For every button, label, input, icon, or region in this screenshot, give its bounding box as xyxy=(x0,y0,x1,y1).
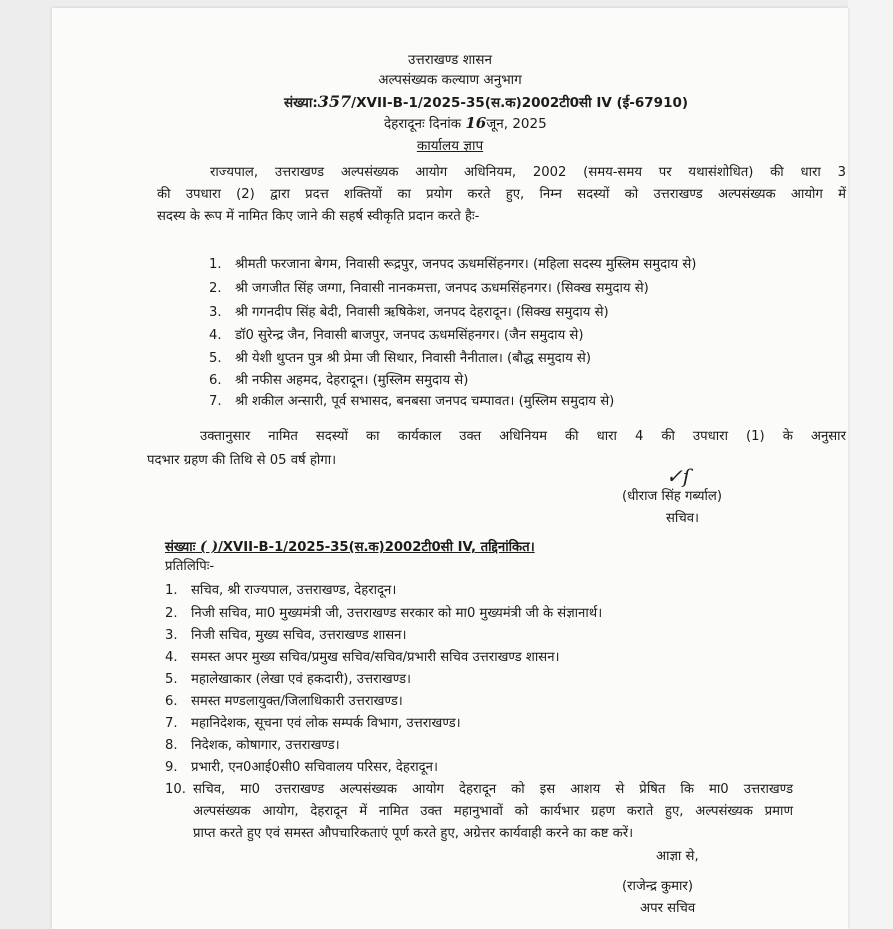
copy-ref-suffix: /XVII-B-1/2025-35(स.क)2002टी0सी IV, तद्दिनांकित। xyxy=(218,540,535,555)
member-text: श्री शकील अन्सारी, पूर्व सभासद, बनबसा जनपद चम्पावत। (मुस्लिम समुदाय से) xyxy=(235,394,615,409)
copy-number: 3. xyxy=(165,628,178,643)
copy-number: 7. xyxy=(165,716,178,731)
member-item xyxy=(209,302,609,324)
member-number: 5. xyxy=(209,351,222,366)
member-number: 4. xyxy=(209,328,222,343)
signature-mark: ✓ſ xyxy=(666,464,691,488)
member-text: श्री जगजीत सिंह जग्गा, निवासी नानकमत्ता, जनपद ऊधमसिंहनगर। (सिक्ख समुदाय से) xyxy=(235,281,649,296)
ref-prefix: संख्या: xyxy=(284,95,318,111)
copy-number: 8. xyxy=(165,738,178,753)
member-number: 2. xyxy=(209,281,222,296)
copy-number: 9. xyxy=(165,760,178,775)
member-number: 7. xyxy=(209,394,222,409)
background-strip xyxy=(848,0,893,929)
signatory1-designation: सचिव। xyxy=(666,511,700,526)
copy-item-10-line1: सचिव, मा0 उत्तराखण्ड अल्पसंख्यक आयोग देहरादून को इस आशय से प्रेषित कि मा0 उत्तराखण्ड xyxy=(193,782,793,797)
date-prefix: देहरादूनः दिनांक xyxy=(384,116,462,132)
member-item xyxy=(209,370,468,392)
member-number: 1. xyxy=(209,257,222,272)
para1-line2: की उपधारा (2) द्वारा प्रदत्त शक्तियों का प्रयोग करते हुए, निम्न सदस्यों को उत्तराखण्ड अल्पसंख्यक आयोग में xyxy=(157,187,846,202)
date-line xyxy=(384,114,547,132)
copy-text: निदेशक, कोषागार, उत्तराखण्ड। xyxy=(191,738,340,753)
copy-ref-blank: ( ) xyxy=(199,539,219,555)
copy-text: प्रभारी, एन0आई0सी0 सचिवालय परिसर, देहरादून। xyxy=(191,760,438,775)
copy-item xyxy=(165,669,411,691)
copy-number: 5. xyxy=(165,672,178,687)
copy-ref-prefix: संख्याः xyxy=(165,540,196,555)
ref-suffix: /XVII-B-1/2025-35(स.क)2002टी0सी IV (ई-67910) xyxy=(351,95,689,111)
memo-title: कार्यालय ज्ञाप xyxy=(416,138,484,154)
reference-number xyxy=(284,92,688,111)
date-suffix: जून, 2025 xyxy=(486,116,547,132)
member-text: श्री येशी थुप्तन पुत्र श्री प्रेमा जी सिथार, निवासी नैनीताल। (बौद्ध समुदाय से) xyxy=(235,351,591,366)
copy-number: 1. xyxy=(165,583,178,598)
member-item xyxy=(209,348,591,370)
copy-item xyxy=(165,603,602,625)
copy-text: निजी सचिव, मा0 मुख्यमंत्री जी, उत्तराखण्ड सरकार को मा0 मुख्यमंत्री जी के संज्ञानार्थ। xyxy=(191,606,603,621)
signatory2-designation: अपर सचिव xyxy=(640,901,696,916)
copy-item-10-number: 10. xyxy=(165,782,186,797)
copy-text: सचिव, श्री राज्यपाल, उत्तराखण्ड, देहरादून। xyxy=(191,583,397,598)
by-order: आज्ञा से, xyxy=(656,849,699,864)
ref-handwritten: 357 xyxy=(317,92,352,111)
copy-label: प्रतिलिपिः- xyxy=(165,559,215,574)
copy-text: महानिदेशक, सूचना एवं लोक सम्पर्क विभाग, उत्तराखण्ड। xyxy=(191,716,461,731)
member-text: श्री नफीस अहमद, देहरादून। (मुस्लिम समुदाय से) xyxy=(235,373,469,388)
para2-line2: पदभार ग्रहण की तिथि से 05 वर्ष होगा। xyxy=(147,453,337,468)
member-text: श्रीमती फरजाना बेगम, निवासी रूद्रपुर, जनपद ऊधमसिंहनगर। (महिला सदस्य मुस्लिम समुदाय से) xyxy=(235,257,697,272)
member-number: 3. xyxy=(209,305,222,320)
copy-reference xyxy=(165,536,535,559)
govt-name: उत्तराखण्ड शासन xyxy=(407,52,492,68)
member-item xyxy=(209,325,583,347)
copy-item xyxy=(165,757,438,779)
para1-line1: राज्यपाल, उत्तराखण्ड अल्पसंख्यक आयोग अधिनियम, 2002 (समय-समय पर यथासंशोधित) की धारा 3 xyxy=(210,165,846,180)
member-number: 6. xyxy=(209,373,222,388)
copy-item xyxy=(165,691,403,713)
copy-text: महालेखाकार (लेखा एवं हकदारी), उत्तराखण्ड। xyxy=(191,672,412,687)
member-item xyxy=(209,391,614,413)
copy-item xyxy=(165,647,560,669)
member-text: डॉ0 सुरेन्द्र जैन, निवासी बाजपुर, जनपद ऊधमसिंहनगर। (जैन समुदाय से) xyxy=(235,328,584,343)
copy-number: 6. xyxy=(165,694,178,709)
member-item xyxy=(209,278,649,300)
copy-text: समस्त अपर मुख्य सचिव/प्रमुख सचिव/सचिव/प्रभारी सचिव उत्तराखण्ड शासन। xyxy=(191,650,560,665)
signatory2-name: (राजेन्द्र कुमार) xyxy=(622,879,693,894)
copy-text: निजी सचिव, मुख्य सचिव, उत्तराखण्ड शासन। xyxy=(191,628,407,643)
para1-line3: सदस्य के रूप में नामित किए जाने की सहर्ष स्वीकृति प्रदान करते हैः- xyxy=(157,209,480,224)
copy-item xyxy=(165,625,406,647)
copy-number: 4. xyxy=(165,650,178,665)
copy-item xyxy=(165,580,396,602)
date-handwritten: 16 xyxy=(465,114,487,132)
document-page xyxy=(52,8,848,929)
copy-item xyxy=(165,735,340,757)
member-item xyxy=(209,254,696,276)
section-name: अल्पसंख्यक कल्याण अनुभाग xyxy=(378,72,522,88)
copy-text: समस्त मण्डलायुक्त/जिलाधिकारी उत्तराखण्ड। xyxy=(191,694,403,709)
copy-number: 2. xyxy=(165,606,178,621)
copy-item-10-line2: अल्पसंख्यक आयोग, देहरादून में नामित उक्त महानुभावों को कार्यभार ग्रहण कराते हुए, अल्पसंख्यक प्रमाण xyxy=(193,804,793,819)
copy-item-10-line3: प्राप्त करते हुए एवं समस्त औपचारिकताएं पूर्ण करते हुए, अग्रेत्तर कार्यवाही करने का कष्ट करें। xyxy=(193,826,634,841)
signatory1-name: (धीराज सिंह गर्ब्याल) xyxy=(622,489,722,504)
copy-item xyxy=(165,713,461,735)
member-text: श्री गगनदीप सिंह बेदी, निवासी ऋषिकेश, जनपद देहरादून। (सिक्ख समुदाय से) xyxy=(235,305,609,320)
para2-line1: उक्तानुसार नामित सदस्यों का कार्यकाल उक्त अधिनियम की धारा 4 की उपधारा (1) के अनुसार xyxy=(200,429,846,444)
